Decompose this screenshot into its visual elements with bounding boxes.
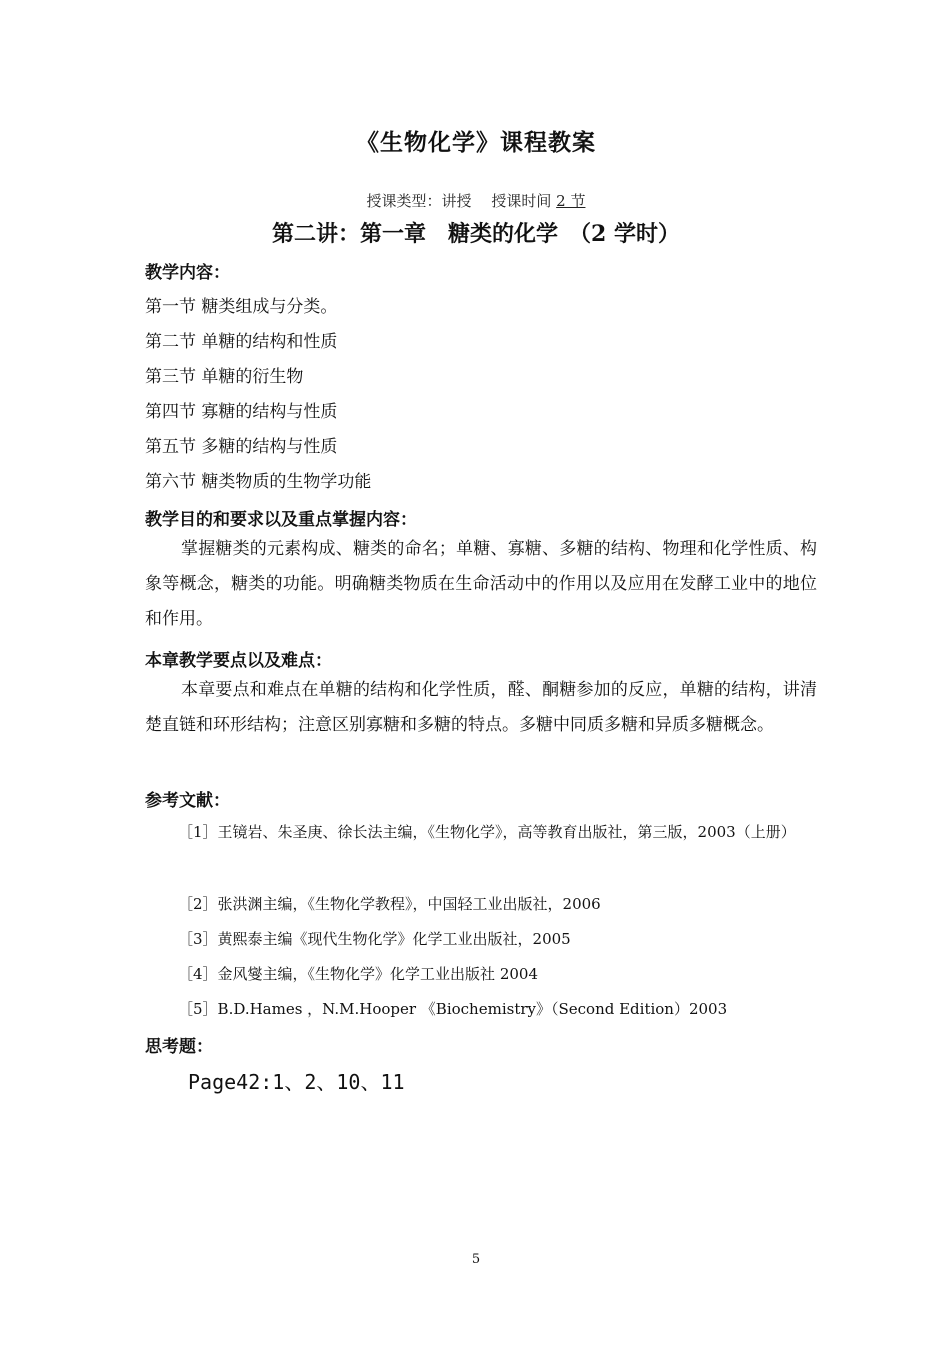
reference-item: ［5］B.D.Hames ，N.M.Hooper 《Biochemistry》（Second Edition）2003 (178, 1000, 728, 1018)
lecture-time-label: 授课时间 (491, 192, 552, 210)
section-item: 第三节 单糖的衍生物 (145, 367, 304, 387)
keypoints-heading: 本章教学要点以及难点： (145, 651, 332, 671)
questions-heading: 思考题： (145, 1037, 213, 1057)
content-heading: 教学内容： (145, 263, 230, 283)
keypoints-paragraph: 本章要点和难点在单糖的结构和化学性质，醛、酮糖参加的反应，单糖的结构，讲清楚直链和环形结构；注意区别寡糖和多糖的特点。多糖中同质多糖和异质多糖概念。 (145, 680, 817, 735)
questions-text: Page42:1、2、10、11 (188, 1070, 405, 1094)
page-number: 5 (471, 1252, 481, 1267)
section-item: 第四节 寡糖的结构与性质 (145, 402, 338, 422)
reference-item: ［1］王镜岩、朱圣庚、徐长法主编，《生物化学》，高等教育出版社，第三版，2003（上册） (178, 823, 796, 841)
goals-paragraph: 掌握糖类的元素构成、糖类的命名；单糖、寡糖、多糖的结构、物理和化学性质、构象等概念，糖类的功能。明确糖类物质在生命活动中的作用以及应用在发酵工业中的地位和作用。 (145, 539, 817, 629)
lecture-heading: 第二讲：第一章 糖类的化学 （2 学时） (272, 221, 680, 247)
reference-item: ［2］张洪渊主编，《生物化学教程》，中国轻工业出版社，2006 (178, 895, 601, 913)
section-item: 第六节 糖类物质的生物学功能 (145, 472, 372, 492)
reference-item: ［3］黄熙泰主编《现代生物化学》化学工业出版社，2005 (178, 930, 571, 948)
section-item: 第一节 糖类组成与分类。 (145, 297, 338, 317)
section-item: 第二节 单糖的结构和性质 (145, 332, 338, 352)
section-item: 第五节 多糖的结构与性质 (145, 437, 338, 457)
references-heading: 参考文献： (145, 791, 230, 811)
reference-item: ［4］金风燮主编，《生物化学》化学工业出版社 2004 (178, 965, 538, 983)
lecture-meta (0, 190, 952, 211)
goals-heading: 教学目的和要求以及重点掌握内容： (145, 510, 417, 530)
lecture-type: 授课类型：讲授 (366, 192, 472, 210)
page-title: 《生物化学》课程教案 (356, 129, 596, 156)
lecture-time-value: 2 节 (556, 192, 586, 210)
